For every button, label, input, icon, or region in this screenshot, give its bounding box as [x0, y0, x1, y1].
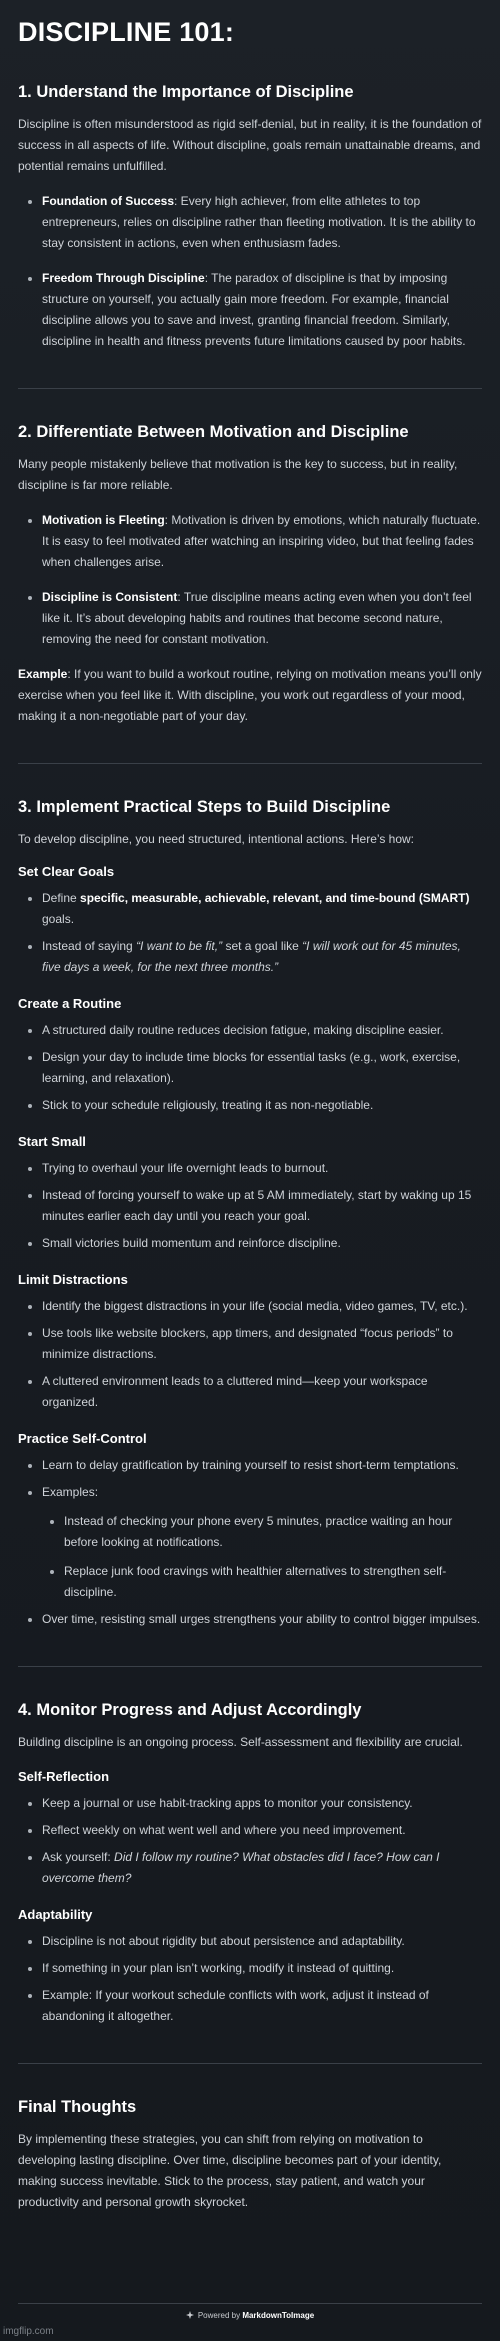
item-quote: “I want to be fit,”	[136, 939, 223, 953]
section-intro: To develop discipline, you need structured, intentional actions. Here’s how:	[18, 832, 415, 846]
list-item	[42, 587, 482, 650]
item-quote: “I will work out for 45 minutes, five days a week, for the next three months.”	[42, 939, 461, 974]
bullet-list	[18, 1455, 482, 1630]
brand-name: MarkdownToImage	[242, 2311, 315, 2320]
list-item: Learn to delay gratification by training yourself to resist short-term temptations.	[42, 1455, 482, 1476]
item-text: : The paradox of discipline is that by imposing structure on yourself, you actually gain more freedom. For example, financial discipline allows you to save and invest, granting financial freedom. Similarly, discipline in health and fitness prevents future limitations caused by poor habits.	[42, 271, 466, 348]
list-item: A cluttered environment leads to a cluttered mind—keep your workspace organized.	[42, 1371, 482, 1413]
markdown-logo-icon	[186, 2311, 194, 2319]
subheading-limit-distractions: Limit Distractions	[18, 1272, 128, 1287]
section-intro: Many people mistakenly believe that motivation is the key to success, but in reality, discipline is far more reliable.	[18, 457, 458, 492]
list-item: Reflect weekly on what went well and where you need improvement.	[42, 1820, 482, 1841]
nested-bullet-list	[42, 1511, 482, 1603]
nested-list-item: Instead of checking your phone every 5 minutes, practice waiting an hour before looking at notifications.	[64, 1511, 482, 1553]
section-motivation-vs-discipline	[18, 389, 482, 727]
section-monitor-progress	[18, 1667, 482, 2027]
item-text: goals.	[42, 912, 75, 926]
item-text: : Every high achiever, from elite athletes to top entrepreneurs, relies on discipline rather than fleeting motivation. It is the ability to stay consistent in actions, even when enthusiasm fades.	[42, 194, 476, 250]
item-label: Motivation is Fleeting	[42, 513, 165, 527]
list-item	[42, 1847, 482, 1889]
list-item	[42, 510, 482, 573]
section-importance	[18, 51, 482, 352]
item-text: Ask yourself:	[42, 1850, 115, 1864]
list-item	[42, 888, 482, 930]
list-item: If something in your plan isn’t working, modify it instead of quitting.	[42, 1958, 482, 1979]
list-item: Design your day to include time blocks for essential tasks (e.g., work, exercise, learning, and relaxation).	[42, 1047, 482, 1089]
list-item: Use tools like website blockers, app timers, and designated “focus periods” to minimize distractions.	[42, 1323, 482, 1365]
item-text: : Motivation is driven by emotions, which naturally fluctuate. It is easy to feel motivated after watching an inspiring video, but that feeling fades when challenges arise.	[42, 513, 481, 569]
final-paragraph: By implementing these strategies, you can shift from relying on motivation to developing lasting discipline. Over time, discipline becomes part of your identity, making success inevitable. Stick to the process, stay patient, and watch your productivity and personal growth skyrocket.	[18, 2132, 442, 2209]
list-item: Stick to your schedule religiously, treating it as non-negotiable.	[42, 1095, 482, 1116]
item-text: : True discipline means acting even when you don’t feel like it. It’s about developing habits and routines that become second nature, removing the need for constant motivation.	[42, 590, 472, 646]
list-item	[42, 1482, 482, 1603]
list-item	[42, 936, 482, 978]
bullet-list	[18, 1296, 482, 1413]
list-item	[42, 191, 482, 254]
bullet-list	[18, 510, 482, 650]
section-intro: Discipline is often misunderstood as rigid self-denial, but in reality, it is the foundation of success in all aspects of life. Without discipline, goals remain unattainable dreams, and potential remains unfulfilled.	[18, 117, 482, 173]
item-label: Discipline is Consistent	[42, 590, 178, 604]
item-emphasis: specific, measurable, achievable, relevant, and time-bound (SMART)	[80, 891, 470, 905]
bullet-list	[18, 1931, 482, 2027]
item-text: set a goal like	[222, 939, 303, 953]
list-item: Instead of forcing yourself to wake up at 5 AM immediately, start by waking up 15 minutes earlier each day until you reach your goal.	[42, 1185, 482, 1227]
bullet-list	[18, 888, 482, 978]
section-heading: Final Thoughts	[18, 2098, 137, 2116]
list-item: Small victories build momentum and reinforce discipline.	[42, 1233, 482, 1254]
list-item: Example: If your workout schedule conflicts with work, adjust it instead of abandoning it altogether.	[42, 1985, 482, 2027]
section-practical-steps	[18, 764, 482, 1630]
bullet-list	[18, 1020, 482, 1116]
subheading-practice-self-control: Practice Self-Control	[18, 1431, 147, 1446]
example-text: : If you want to build a workout routine, relying on motivation means you’ll only exercise when you feel like it. With discipline, you work out regardless of your mood, making it a non-negotiable part of your day.	[18, 667, 482, 723]
example-paragraph	[18, 664, 482, 727]
bullet-list	[18, 1793, 482, 1889]
section-final-thoughts	[18, 2064, 482, 2213]
page-title: DISCIPLINE 101:	[18, 17, 235, 47]
subheading-create-a-routine: Create a Routine	[18, 996, 122, 1011]
subheading-self-reflection: Self-Reflection	[18, 1769, 110, 1784]
item-label: Freedom Through Discipline	[42, 271, 205, 285]
item-quote: Did I follow my routine? What obstacles did I face? How can I overcome them?	[42, 1850, 440, 1885]
list-item: Discipline is not about rigidity but about persistence and adaptability.	[42, 1931, 482, 1952]
list-item	[42, 268, 482, 352]
bullet-list	[18, 191, 482, 352]
item-text: Define	[42, 891, 81, 905]
watermark: imgflip.com	[3, 2326, 54, 2337]
example-label: Example	[18, 667, 68, 681]
list-item: Over time, resisting small urges strengthens your ability to control bigger impulses.	[42, 1609, 482, 1630]
section-heading: 2. Differentiate Between Motivation and Discipline	[18, 423, 409, 441]
subheading-set-clear-goals: Set Clear Goals	[18, 864, 115, 879]
list-item: Trying to overhaul your life overnight leads to burnout.	[42, 1158, 482, 1179]
section-heading: 1. Understand the Importance of Discipline	[18, 83, 354, 101]
section-heading: 3. Implement Practical Steps to Build Discipline	[18, 798, 391, 816]
item-text: Instead of saying	[42, 939, 137, 953]
section-intro: Building discipline is an ongoing process. Self-assessment and flexibility are crucial.	[18, 1735, 463, 1749]
list-item: Identify the biggest distractions in your life (social media, video games, TV, etc.).	[42, 1296, 482, 1317]
item-label: Foundation of Success	[42, 194, 175, 208]
subheading-adaptability: Adaptability	[18, 1907, 93, 1922]
footer-divider	[18, 2303, 482, 2304]
powered-by-footer	[0, 2311, 500, 2320]
item-text: Examples:	[42, 1485, 99, 1499]
list-item: Keep a journal or use habit-tracking apps to monitor your consistency.	[42, 1793, 482, 1814]
bullet-list	[18, 1158, 482, 1254]
nested-list-item: Replace junk food cravings with healthier alternatives to strengthen self-discipline.	[64, 1561, 482, 1603]
list-item: A structured daily routine reduces decision fatigue, making discipline easier.	[42, 1020, 482, 1041]
powered-by-text: Powered by	[197, 2311, 241, 2320]
subheading-start-small: Start Small	[18, 1134, 86, 1149]
section-heading: 4. Monitor Progress and Adjust Accordingly	[18, 1701, 362, 1719]
